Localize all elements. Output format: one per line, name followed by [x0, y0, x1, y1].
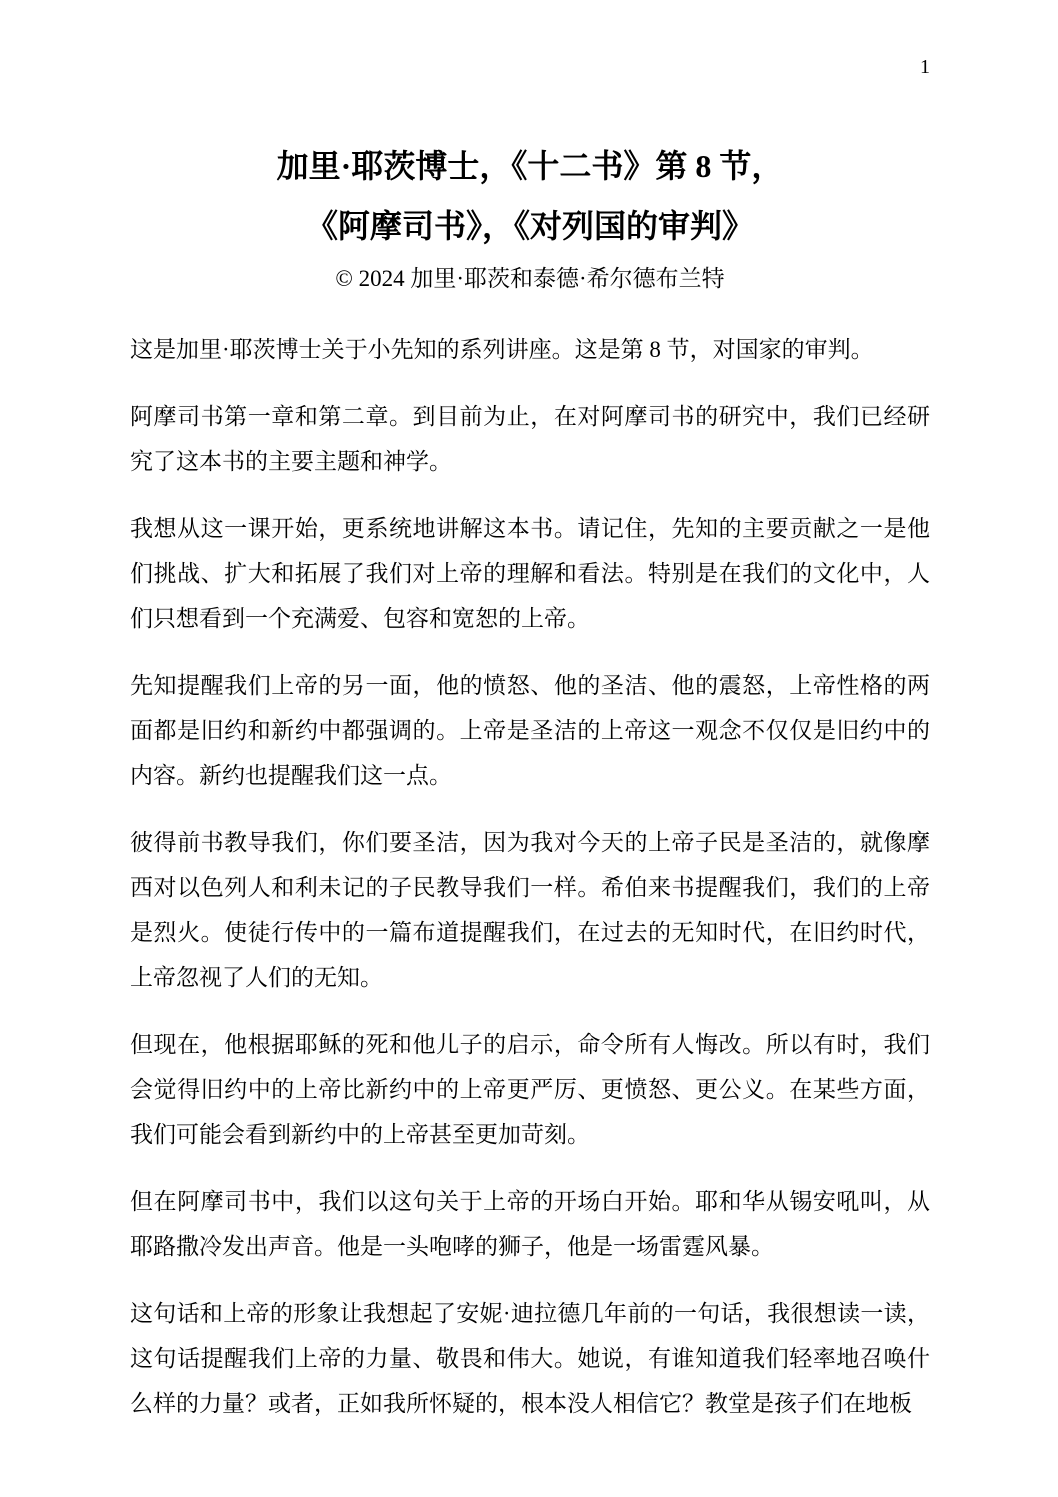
paragraph-5: 彼得前书教导我们，你们要圣洁，因为我对今天的上帝子民是圣洁的，就像摩西对以色列人和利未记的子民教导我们一样。希伯来书提醒我们，我们的上帝是烈火。使徒行传中的一篇布道提醒我们，在过去的无知时代，在旧约时代，上帝忽视了人们的无知。	[130, 830, 930, 990]
copyright-byline: © 2024 加里·耶茨和泰德·希尔德布兰特	[335, 266, 725, 291]
document-content	[130, 136, 930, 1448]
paragraph-4: 先知提醒我们上帝的另一面，他的愤怒、他的圣洁、他的震怒，上帝性格的两面都是旧约和新约中都强调的。上帝是圣洁的上帝这一观念不仅仅是旧约中的内容。新约也提醒我们这一点。	[130, 673, 930, 788]
paragraph-2: 阿摩司书第一章和第二章。到目前为止，在对阿摩司书的研究中，我们已经研究了这本书的主要主题和神学。	[130, 404, 930, 474]
document-title	[130, 136, 930, 256]
paragraph-1: 这是加里·耶茨博士关于小先知的系列讲座。这是第 8 节，对国家的审判。	[130, 337, 874, 362]
title-line-1: 加里·耶茨博士，《十二书》第 8 节，	[276, 148, 784, 184]
paragraph-6: 但现在，他根据耶稣的死和他儿子的启示，命令所有人悔改。所以有时，我们会觉得旧约中的上帝比新约中的上帝更严厉、更愤怒、更公义。在某些方面，我们可能会看到新约中的上帝甚至更加苛刻。	[130, 1032, 930, 1147]
page-number: 1	[920, 56, 930, 78]
paragraph-8: 这句话和上帝的形象让我想起了安妮·迪拉德几年前的一句话，我很想读一读，这句话提醒我们上帝的力量、敬畏和伟大。她说，有谁知道我们轻率地召唤什么样的力量？或者，正如我所怀疑的，根本没人相信它？教堂是孩子们在地板	[130, 1301, 930, 1416]
title-line-2: 《阿摩司书》，《对列国的审判》	[305, 208, 754, 244]
paragraph-3: 我想从这一课开始，更系统地讲解这本书。请记住，先知的主要贡献之一是他们挑战、扩大和拓展了我们对上帝的理解和看法。特别是在我们的文化中，人们只想看到一个充满爱、包容和宽恕的上帝。	[130, 516, 930, 631]
paragraph-7: 但在阿摩司书中，我们以这句关于上帝的开场白开始。耶和华从锡安吼叫，从耶路撒冷发出声音。他是一头咆哮的狮子，他是一场雷霆风暴。	[130, 1189, 930, 1259]
